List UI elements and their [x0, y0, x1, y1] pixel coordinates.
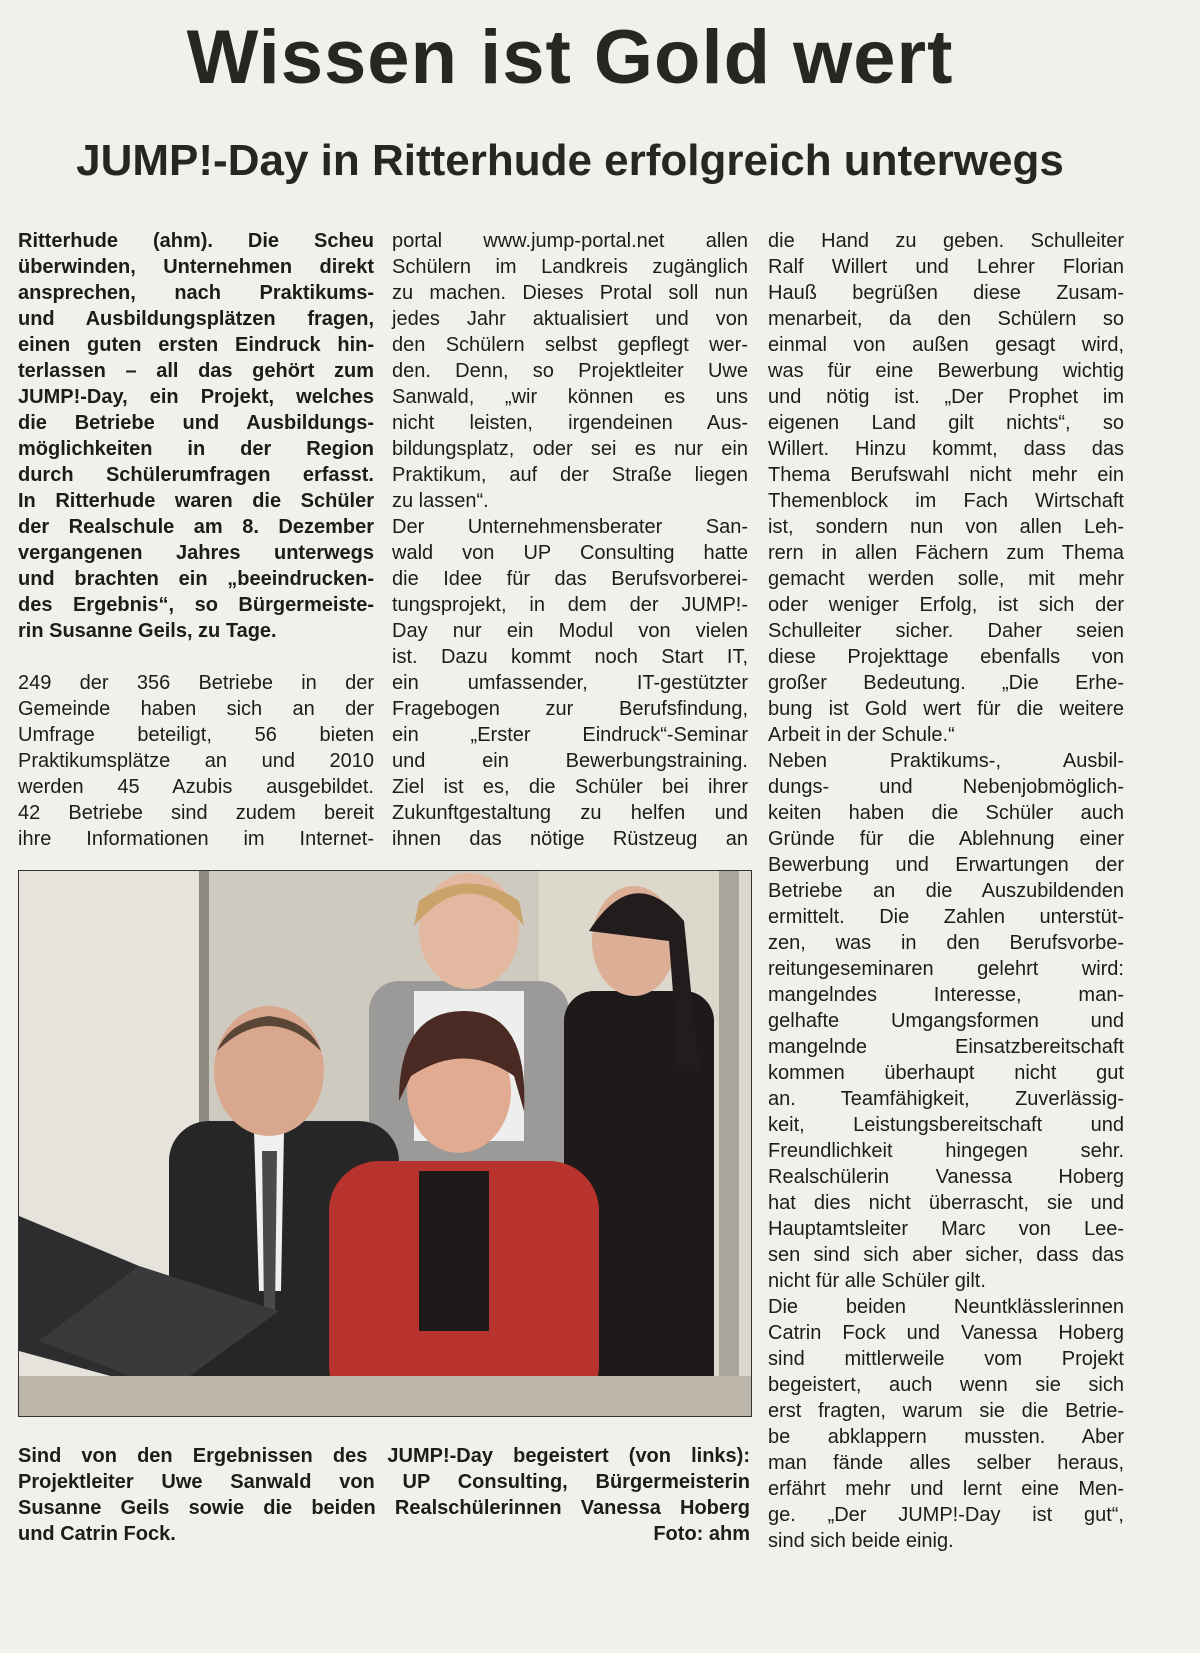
text-line: keit, Leistungsbereitschaft und	[768, 1114, 1124, 1136]
text-line: möglichkeiten in der Region	[18, 438, 374, 460]
text-line: Praktikum, auf der Straße liegen	[392, 464, 748, 486]
text-line: nicht leisten, irgendeinen Aus-	[392, 412, 748, 434]
text-line: und nötig ist. „Der Prophet im	[768, 386, 1124, 408]
text-line: sind mittlerweile vom Projekt	[768, 1348, 1124, 1370]
text-line: Willert. Hinzu kommt, dass das	[768, 438, 1124, 460]
text-line: Der Unternehmensberater San-	[392, 516, 748, 538]
text-line: be abklappern mussten. Aber	[768, 1426, 1124, 1448]
text-line: Catrin Fock und Vanessa Hoberg	[768, 1322, 1124, 1344]
text-line: und brachten ein „beeindrucken-	[18, 568, 374, 590]
text-line: reitungeseminaren gelehrt wird:	[768, 958, 1124, 980]
article-column-1	[18, 228, 374, 852]
text-line: erfährt mehr und lernt eine Men-	[768, 1478, 1124, 1500]
text-line: den Schülern selbst gepflegt wer-	[392, 334, 748, 356]
text-line: vergangenen Jahres unterwegs	[18, 542, 374, 564]
text-line: des Ergebnis“, so Bürgermeiste-	[18, 594, 374, 616]
text-line: mangelnde Einsatzbereitschaft	[768, 1036, 1124, 1058]
text-line: wald von UP Consulting hatte	[392, 542, 748, 564]
text-line: Day nur ein Modul von vielen	[392, 620, 748, 642]
paragraph-gap	[18, 644, 374, 670]
text-line: dungs- und Nebenjobmöglich-	[768, 776, 1124, 798]
text-line: Bewerbung und Erwartungen der	[768, 854, 1124, 876]
text-line: rern in allen Fächern zum Thema	[768, 542, 1124, 564]
text-line: hat dies nicht überrascht, sie und	[768, 1192, 1124, 1214]
text-line: nicht für alle Schüler gilt.	[768, 1270, 986, 1292]
text-line: diese Projekttage ebenfalls von	[768, 646, 1124, 668]
text-line: sind sich beide einig.	[768, 1530, 954, 1552]
text-line: Hauß begrüßen diese Zusam-	[768, 282, 1124, 304]
text-line: erst fragten, warum sie die Betrie-	[768, 1400, 1124, 1422]
text-line: zen, was in den Berufsvorbe-	[768, 932, 1124, 954]
text-line: Zukunftgestaltung zu helfen und	[392, 802, 748, 824]
text-line: einen guten ersten Eindruck hin-	[18, 334, 374, 356]
text-line: portal www.jump-portal.net allen	[392, 230, 748, 252]
article-column-2	[392, 228, 748, 852]
text-line: werden 45 Azubis ausgebildet.	[18, 776, 374, 798]
photo-credit: Foto: ahm	[653, 1523, 750, 1545]
text-line: jedes Jahr aktualisiert und von	[392, 308, 748, 330]
text-line: Ralf Willert und Lehrer Florian	[768, 256, 1124, 278]
article-column-3	[768, 228, 1124, 1554]
photo-illustration	[19, 871, 751, 1416]
text-line: Betriebe an die Auszubildenden	[768, 880, 1124, 902]
text-line: gelhafte Umgangsformen und	[768, 1010, 1124, 1032]
text-line: an. Teamfähigkeit, Zuverlässig-	[768, 1088, 1124, 1110]
text-line: sen sind sich aber sicher, dass das	[768, 1244, 1124, 1266]
text-line: Realschülerin Vanessa Hoberg	[768, 1166, 1124, 1188]
text-line: eigenen Land gilt nichts“, so	[768, 412, 1124, 434]
headline: Wissen ist Gold wert	[186, 15, 954, 100]
text-line: Hauptamtsleiter Marc von Lee-	[768, 1218, 1124, 1240]
text-line: tungsprojekt, in dem der JUMP!-	[392, 594, 748, 616]
text-line: zu lassen“.	[392, 490, 489, 512]
text-line: In Ritterhude waren die Schüler	[18, 490, 374, 512]
text-line: begeistert, auch wenn sie sich	[768, 1374, 1124, 1396]
text-line: ge. „Der JUMP!-Day ist gut“,	[768, 1504, 1124, 1526]
text-line: die Idee für das Berufsvorberei-	[392, 568, 748, 590]
subheadline: JUMP!-Day in Ritterhude erfolgreich unterwegs	[76, 136, 1064, 185]
text-line: ermittelt. Die Zahlen unterstüt-	[768, 906, 1124, 928]
text-line: Freundlichkeit hingegen sehr.	[768, 1140, 1124, 1162]
text-line: JUMP!-Day, ein Projekt, welches	[18, 386, 374, 408]
text-line: ansprechen, nach Praktikums-	[18, 282, 374, 304]
text-line: ist. Dazu kommt noch Start IT,	[392, 646, 748, 668]
text-line: und ein Bewerbungstraining.	[392, 750, 748, 772]
caption-line: Susanne Geils sowie die beiden Realschülerinnen Vanessa Hoberg	[18, 1497, 750, 1519]
photo-caption	[18, 1443, 750, 1547]
text-line: bildungsplatz, oder sei es nur ein	[392, 438, 748, 460]
text-line: ein „Erster Eindruck“-Seminar	[392, 724, 748, 746]
text-line: gemacht werden solle, mit mehr	[768, 568, 1124, 590]
text-line: Ritterhude (ahm). Die Scheu	[18, 230, 374, 252]
text-line: Thema Berufswahl nicht mehr ein	[768, 464, 1124, 486]
text-line: Gemeinde haben sich an der	[18, 698, 374, 720]
text-line: zu machen. Dieses Protal soll nun	[392, 282, 748, 304]
text-line: 42 Betriebe sind zudem bereit	[18, 802, 374, 824]
text-line: und Ausbildungsplätzen fragen,	[18, 308, 374, 330]
text-line: Schülern im Landkreis zugänglich	[392, 256, 748, 278]
text-line: Fragebogen zur Berufsfindung,	[392, 698, 748, 720]
text-line: ein umfassender, IT-gestützter	[392, 672, 748, 694]
text-line: Ziel ist es, die Schüler bei ihrer	[392, 776, 748, 798]
text-line: die Hand zu geben. Schulleiter	[768, 230, 1124, 252]
text-line: Arbeit in der Schule.“	[768, 724, 955, 746]
text-line: Schulleiter sicher. Daher seien	[768, 620, 1124, 642]
text-line: durch Schülerumfragen erfasst.	[18, 464, 374, 486]
text-line: oder weniger Erfolg, ist sich der	[768, 594, 1124, 616]
text-line: Sanwald, „wir können es uns	[392, 386, 748, 408]
caption-line: Sind von den Ergebnissen des JUMP!-Day begeistert (von links):	[18, 1445, 750, 1467]
article-photo	[18, 870, 752, 1417]
text-line: den. Denn, so Projektleiter Uwe	[392, 360, 748, 382]
text-line: überwinden, Unternehmen direkt	[18, 256, 374, 278]
text-line: ist, sondern nun von allen Leh-	[768, 516, 1124, 538]
text-line: kommen überhaupt nicht gut	[768, 1062, 1124, 1084]
text-line: Praktikumsplätze an und 2010	[18, 750, 374, 772]
text-line: ihnen das nötige Rüstzeug an	[392, 828, 748, 850]
text-line: mangelndes Interesse, man-	[768, 984, 1124, 1006]
caption-line: Projektleiter Uwe Sanwald von UP Consulting, Bürgermeisterin	[18, 1471, 750, 1493]
text-line: der Realschule am 8. Dezember	[18, 516, 374, 538]
text-line: bung ist Gold wert für die weitere	[768, 698, 1124, 720]
text-line: einmal von außen gesagt wird,	[768, 334, 1124, 356]
text-line: was für eine Bewerbung wichtig	[768, 360, 1124, 382]
text-line: Neben Praktikums-, Ausbil-	[768, 750, 1124, 772]
text-line: Umfrage beteiligt, 56 bieten	[18, 724, 374, 746]
caption-line: und Catrin Fock.	[18, 1523, 176, 1545]
text-line: rin Susanne Geils, zu Tage.	[18, 620, 277, 642]
text-line: Themenblock im Fach Wirtschaft	[768, 490, 1124, 512]
text-line: Gründe für die Ablehnung einer	[768, 828, 1124, 850]
text-line: 249 der 356 Betriebe in der	[18, 672, 374, 694]
text-line: man fände alles selber heraus,	[768, 1452, 1124, 1474]
text-line: großer Bedeutung. „Die Erhe-	[768, 672, 1124, 694]
text-line: Die beiden Neuntklässlerinnen	[768, 1296, 1124, 1318]
text-line: keiten haben die Schüler auch	[768, 802, 1124, 824]
text-line: die Betriebe und Ausbildungs-	[18, 412, 374, 434]
text-line: menarbeit, da den Schülern so	[768, 308, 1124, 330]
text-line: ihre Informationen im Internet-	[18, 828, 374, 850]
text-line: terlassen – all das gehört zum	[18, 360, 374, 382]
